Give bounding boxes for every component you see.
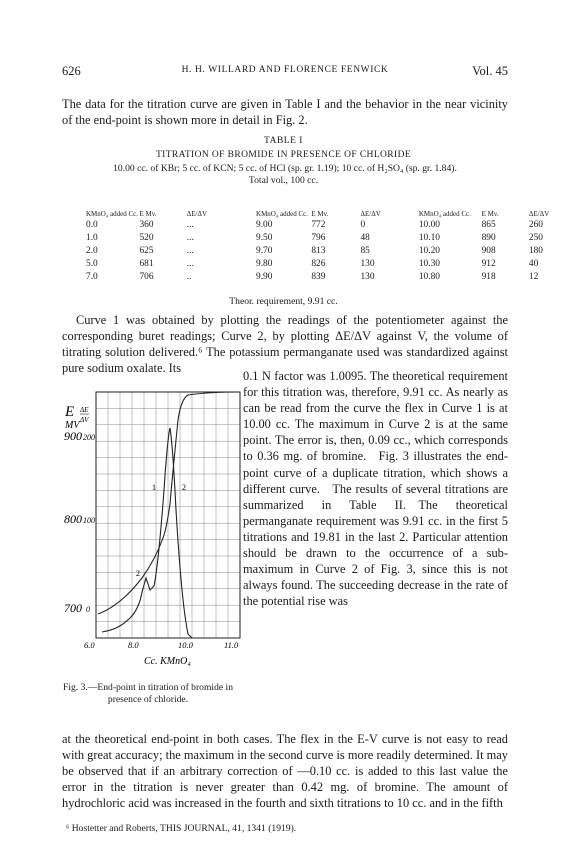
table-cell: 9.70 — [256, 245, 273, 256]
figure-caption: Fig. 3.—End-point in titration of bromide in presence of chloride. — [62, 682, 233, 705]
curve-2 — [102, 428, 192, 638]
table-cell: 0 — [360, 219, 366, 230]
table-row — [86, 257, 567, 270]
x-tick-10: 10.0 — [178, 640, 193, 650]
running-header — [62, 64, 508, 80]
table-note: Theor. requirement, 9.91 cc. — [229, 296, 338, 307]
table-header-cell: ΔE/ΔV — [360, 209, 381, 218]
table-cell: ... — [186, 219, 194, 230]
table-cell: 9.80 — [256, 258, 273, 269]
table-header-cell: KMnO₄ added Cc. — [418, 209, 471, 218]
table-cell: 10.80 — [418, 271, 440, 282]
y-minor-0: 0 — [86, 605, 90, 614]
table-cell: 520 — [139, 232, 154, 243]
table-cell: 7.0 — [86, 271, 98, 282]
table-cell: 839 — [311, 271, 326, 282]
y-major-800: 800 — [64, 512, 82, 526]
x-axis-label: Cc. KMnO₄ — [144, 656, 191, 667]
table-cell: 9.90 — [256, 271, 273, 282]
table-cell: 625 — [139, 245, 154, 256]
table-cell: 12 — [528, 271, 539, 282]
table-cell: 908 — [481, 245, 496, 256]
intro-paragraph: The data for the titration curve are given in Table I and the behavior in the near vicinity of the end-point is shown more in detail in Fig. 2. — [62, 97, 508, 127]
table-cell: 130 — [360, 258, 375, 269]
y-major-700: 700 — [64, 601, 82, 615]
table-header-cell: ΔE/ΔV — [186, 209, 208, 218]
table-conditions: 10.00 cc. of KBr; 5 cc. of KCN; 5 cc. of HCl (sp. gr. 1.19); 10 cc. of H₂SO₄ (sp. gr. 1.84). — [113, 163, 457, 174]
table-header-cell: E Mv. — [481, 209, 499, 218]
table-row — [86, 218, 567, 231]
table-cell: 813 — [311, 245, 326, 256]
table-cell: 10.30 — [418, 258, 440, 269]
table-row — [86, 270, 567, 283]
table-cell: 681 — [139, 258, 154, 269]
table-row — [86, 231, 567, 244]
table-cell: 5.0 — [86, 258, 98, 269]
table-cell: 0.0 — [86, 219, 98, 230]
y-axis-unit-2: ΔV — [80, 416, 89, 424]
y-minor-100: 100 — [83, 516, 95, 525]
table-cell: 250 — [528, 232, 543, 243]
table-cell: 865 — [481, 219, 496, 230]
table-cell: 48 — [360, 232, 370, 243]
y-axis-symbol-2: ΔE — [80, 406, 89, 414]
table-cell: 918 — [481, 271, 496, 282]
table-cell: 912 — [481, 258, 496, 269]
table-header-cell: ΔE/ΔV — [528, 209, 550, 218]
table-cell: 40 — [528, 258, 539, 269]
data-table — [86, 188, 567, 283]
curve-label-2-lower: 2 — [136, 569, 140, 578]
table-cell: 826 — [311, 258, 326, 269]
table-cell: 10.10 — [418, 232, 440, 243]
curve-label-1: 1 — [152, 483, 156, 492]
table-cell: 9.50 — [256, 232, 273, 243]
table-cell: 180 — [528, 245, 543, 256]
table-total-volume: Total vol., 100 cc. — [248, 175, 319, 186]
x-tick-11: 11.0 — [224, 640, 239, 650]
table-cell: 796 — [311, 232, 326, 243]
table-body — [86, 218, 567, 283]
table-cell: ... — [186, 232, 194, 243]
y-major-900: 900 — [64, 429, 82, 443]
curve-label-2-upper: 2 — [182, 483, 186, 492]
x-tick-8: 8.0 — [128, 640, 139, 650]
table-caption: TITRATION OF BROMIDE IN PRESENCE OF CHLORIDE — [155, 150, 412, 160]
table-cell: 706 — [139, 271, 154, 282]
table-cell: ... — [186, 258, 194, 269]
page-number: 626 — [62, 64, 81, 78]
volume-label: Vol. 45 — [472, 64, 508, 78]
table-cell: 9.00 — [256, 219, 273, 230]
table-cell: 10.20 — [418, 245, 440, 256]
table-cell: 890 — [481, 232, 496, 243]
y-axis-unit: MV — [65, 420, 80, 431]
table-cell: 1.0 — [86, 232, 98, 243]
paragraph-curves-top: Curve 1 was obtained by plotting the readings of the potentiometer against the corresponding buret readings; Curve 2, by plotting ΔE/ΔV against V, the volume of titrating solution delivered.⁶ The potassium permanganate used was standardized against pure sodium oxalate. Its — [62, 313, 508, 376]
table-cell: ... — [186, 245, 194, 256]
table-cell: 130 — [360, 271, 375, 282]
y-minor-200: 200 — [83, 433, 95, 442]
paragraph-curves-side: 0.1 N factor was 1.0095. The theoretical requirement for this titration was, therefore, 9.91 cc. As nearly as can be read from the curve the flex in Curve 1 is at 10.00 cc. The maximum in Curve 2 is at the same point. The error is, then, 0.09 cc., which corresponds to 0.36 mg. of bromine. Fig. 3 illustrates the end-point curve of a duplicate titration, which shows a different curve. The results of several titrations are summarized in Table II. The theoretical permanganate requirement was 9.91 cc. in the first 5 titrations and 19.81 in the last 2. Particular attention should be drawn to the occurrence of a sub-maximum in Curve 2 of Fig. 3, since this is not always found. The succeeding decrease in the rate of the potential rise was — [243, 369, 508, 609]
figure-3 — [62, 380, 246, 680]
x-tick-6: 6.0 — [84, 640, 95, 650]
table-cell: 10.00 — [418, 219, 440, 230]
table-number: TABLE I — [264, 136, 303, 146]
table-cell: 2.0 — [86, 245, 98, 256]
table-header-cell: KMnO₄ added Cc. — [86, 209, 139, 218]
footnote: ⁶ Hostetter and Roberts, THIS JOURNAL, 41, 1341 (1919). — [66, 823, 297, 834]
table-row — [86, 244, 567, 257]
table-header-row — [86, 188, 567, 218]
curve-1 — [98, 392, 240, 614]
running-title: H. H. WILLARD AND FLORENCE FENWICK — [181, 65, 389, 75]
table-header-cell: E Mv. — [139, 209, 157, 218]
paragraph-endpoint: at the theoretical end-point in both cases. The flex in the E-V curve is not easy to read with great accuracy; the maximum in the second curve is more readily determined. It may be observed that if an arbitrary correction of —0.10 cc. is added to this last value the error in the titration is never greater than 0.42 mg. of bromine. The amount of hydrochloric acid was increased in the fourth and sixth titrations to 10 cc. and in the fifth — [62, 732, 508, 811]
table-cell: .. — [186, 271, 192, 282]
y-axis-symbol: E — [65, 404, 75, 420]
table-header-cell: E Mv. — [311, 209, 329, 218]
table-cell: 772 — [311, 219, 326, 230]
table-cell: 85 — [360, 245, 370, 256]
table-cell: 260 — [528, 219, 543, 230]
table-header-cell: KMnO₄ added Cc. — [256, 209, 309, 218]
table-cell: 360 — [139, 219, 154, 230]
